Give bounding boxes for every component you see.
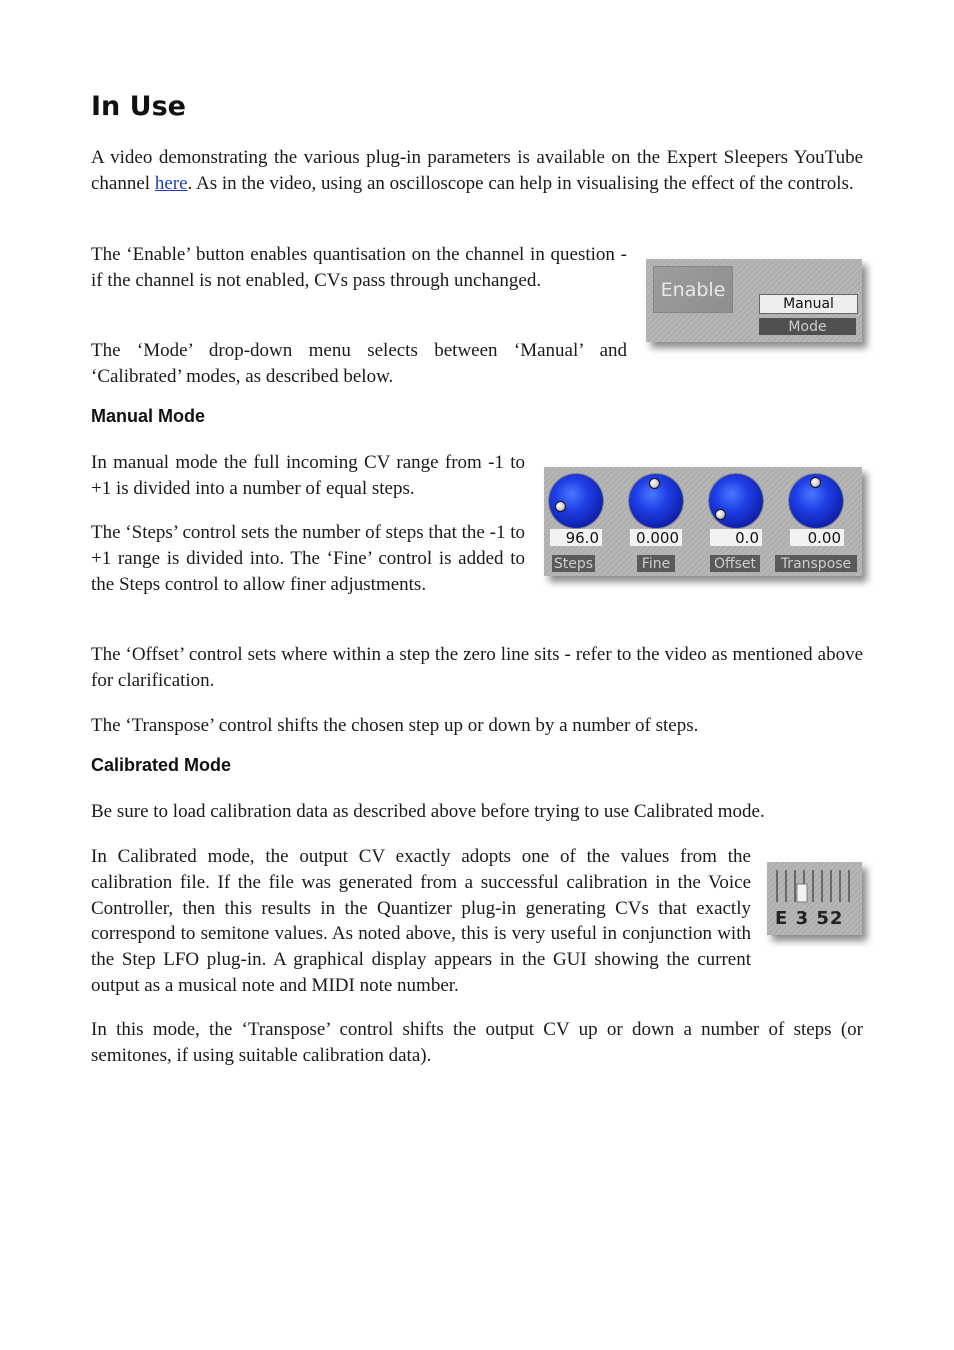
transpose-value: 0.00 bbox=[790, 529, 844, 546]
fine-label: Fine bbox=[637, 555, 675, 572]
intro-paragraph bbox=[91, 145, 863, 197]
offset-value: 0.0 bbox=[710, 529, 762, 546]
steps-paragraph: The ‘Steps’ control sets the number of steps that the -1 to +1 range is divided into. The ‘Fine’ control is added to the Steps control to allow finer adjustments. bbox=[91, 522, 525, 595]
transpose-knob[interactable] bbox=[789, 474, 843, 528]
knob-indicator bbox=[810, 477, 821, 488]
calibrated-mode-paragraph: In Calibrated mode, the output CV exactly adopts one of the values from the calibration file. If the file was generated from a successful calibration in the Voice Controller, then this results in the Quantizer plug-in generating CVs that exactly correspond to semitone values. As noted above, this is very useful in conjunction with the Step LFO plug-in. A graphical display appears in the GUI showing the current output as a musical note and MIDI note number. bbox=[91, 846, 751, 996]
fine-value: 0.000 bbox=[630, 529, 682, 546]
note-readout: E 3 52 bbox=[775, 908, 844, 929]
offset-label: Offset bbox=[710, 555, 760, 572]
enable-paragraph: The ‘Enable’ button enables quantisation on the channel in question - if the channel is not enabled, CVs pass through unchanged. bbox=[91, 244, 627, 291]
page-title: In Use bbox=[91, 91, 186, 122]
manual-mode-heading: Manual Mode bbox=[91, 406, 206, 426]
mode-label: Mode bbox=[759, 318, 856, 335]
offset-knob[interactable] bbox=[709, 474, 763, 528]
steps-label: Steps bbox=[553, 555, 594, 572]
calibrated-transpose-paragraph: In this mode, the ‘Transpose’ control shifts the output CV up or down a number of steps (or semitones, if using suitable calibration data). bbox=[91, 1019, 863, 1066]
knob-panel bbox=[544, 467, 862, 576]
mode-dropdown[interactable]: Manual bbox=[759, 294, 858, 314]
manual-mode-paragraph-1: In manual mode the full incoming CV range from -1 to +1 is divided into a number of equal steps. bbox=[91, 452, 525, 499]
knob-indicator bbox=[649, 478, 660, 489]
youtube-link[interactable]: here bbox=[154, 172, 188, 194]
offset-paragraph: The ‘Offset’ control sets where within a step the zero line sits - refer to the video as mentioned above for clarification. bbox=[91, 644, 863, 691]
intro-text-after: . As in the video, using an oscilloscope can help in visualising the effect of the controls. bbox=[187, 172, 854, 194]
transpose-label: Transpose bbox=[775, 555, 857, 572]
knob-indicator bbox=[555, 501, 566, 512]
calibration-warning-paragraph: Be sure to load calibration data as described above before trying to use Calibrated mode. bbox=[91, 801, 765, 822]
transpose-paragraph: The ‘Transpose’ control shifts the chosen step up or down by a number of steps. bbox=[91, 715, 699, 736]
knob-indicator bbox=[715, 509, 726, 520]
enable-button[interactable]: Enable bbox=[653, 266, 733, 313]
enable-mode-widget bbox=[646, 259, 862, 342]
calibrated-mode-heading: Calibrated Mode bbox=[91, 755, 232, 775]
steps-knob[interactable] bbox=[549, 474, 603, 528]
fine-knob[interactable] bbox=[629, 474, 683, 528]
mode-paragraph: The ‘Mode’ drop-down menu selects between ‘Manual’ and ‘Calibrated’ modes, as described below. bbox=[91, 340, 627, 387]
intro-text-before: A video demonstrating the various plug-in parameters is available on the Expert Sleepers YouTube channel bbox=[91, 147, 863, 194]
keyboard-icon bbox=[767, 862, 862, 907]
steps-value: 96.0 bbox=[550, 529, 602, 546]
note-display-widget bbox=[767, 862, 862, 935]
